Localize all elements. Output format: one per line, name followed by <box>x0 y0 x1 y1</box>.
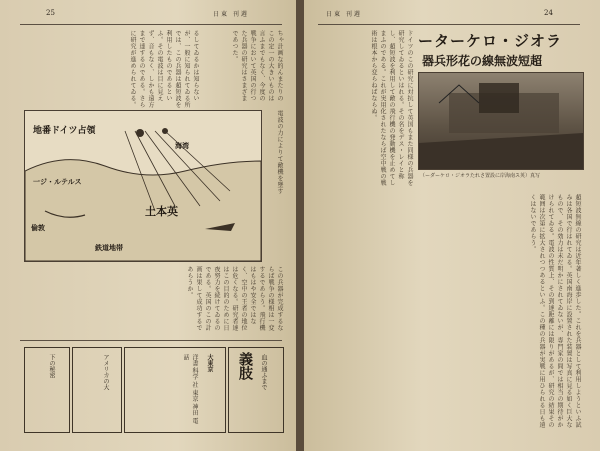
left-page <box>0 0 296 451</box>
map-label-main: 土本英 <box>145 205 178 218</box>
ad-box-secret <box>24 347 70 433</box>
right-page-number: 24 <box>544 9 553 17</box>
ad-box-america <box>72 347 122 433</box>
ad1-subtitle: 血の通ふまで <box>260 354 267 390</box>
left-ad-rule <box>20 340 282 341</box>
map-illustration <box>24 110 262 262</box>
left-text-block-map-side: 電波の力によりて敵機を墜す <box>276 110 283 195</box>
right-text-block-lower: 超短波無線の研究は近年著しく進歩した。これを兵器として利用しようといふ試みは各国で行はれてゐる。英国南海岸に設置された装置は写真に見る如く巨大なもので、その効力は未だ明かにされてゐないが、専門家の間では相当の期待がかけられてゐる。電波の性質上、その到達距離には限りがあるが、研究の結果その範囲は次第に拡大されつつあるといふ。この種の兵器が実戦に用ひられる日も遠くはないであらう。 <box>529 194 581 428</box>
map-label-left: 倫敦 <box>31 224 45 232</box>
ad3-title: アメリカの大 <box>102 354 109 390</box>
map-label-sub: 一ジ・ルテルス <box>33 178 82 186</box>
left-text-block-bottom: この兵器が完成するならば戦争の様相は一変するであらう。飛行機はもはや安全ではなく、空中の王者の地位は危くなる。研究者達はこの目的のために日夜努力を続けてゐるのである。英国のこの計画は果して成功するであらうか。 <box>186 266 283 331</box>
map-label-top: 地番ドイツ占領 <box>33 126 96 136</box>
article-photo <box>418 72 584 170</box>
article-headline: ーターケロ・ジオラ <box>418 32 563 50</box>
right-running-head: 日東 刊週 <box>326 11 362 18</box>
article-subheadline: 器兵形花の線無波短超 <box>422 54 543 68</box>
ad2-title: 大東京 <box>206 354 213 372</box>
map-label-right-top: 海湾 <box>175 142 189 150</box>
left-text-block-top-right: ちゃ計画な的んまたりのこの定一の大きいものは言ふまでもなく、今度の戦争において英国の行つた兵器の研究はさまざまであつた。 <box>231 30 283 102</box>
left-header-rule <box>20 24 282 25</box>
right-text-block-upper: ドイツのこの研究に対抗して英国もまた同様の兵器を研究してゐるといはれる。その名をデス・レイと称し、超短波を利用して敵の飛行機の発動機を止めてしまふのである。これが実用化されたならば空中戦の戦術は根本から変らねばならぬ。 <box>370 30 413 186</box>
right-header-rule <box>318 24 580 25</box>
map-label-bottom: 鉄道地帯 <box>95 244 123 252</box>
ad4-title: 下の秘密 <box>48 354 55 378</box>
photo-scene <box>419 73 583 169</box>
left-running-head: 日東 刊週 <box>213 11 249 18</box>
left-text-block-top-left: るしてゐるかは知らないが、一般に知られてゐる所では、この兵器は超短波を利用したものであるといふ。その電波は目に見えず、音もなく、しかも遠方まで達するのである。さらに研究が進められてゐる。 <box>129 30 199 108</box>
ad-box-gishi <box>228 347 284 433</box>
photo-caption: （ーダーケロ・ジオラたれさ置設に岸海南ス英）真写 <box>420 173 541 179</box>
spread-gutter <box>296 0 304 451</box>
left-page-number: 25 <box>46 9 55 17</box>
ad2-body: 洋書 科学 社 東京 神田 電話 <box>182 354 198 424</box>
right-page <box>304 0 600 451</box>
ad-box-tokyo <box>124 347 226 433</box>
ad1-title: 義肢 <box>237 352 253 380</box>
